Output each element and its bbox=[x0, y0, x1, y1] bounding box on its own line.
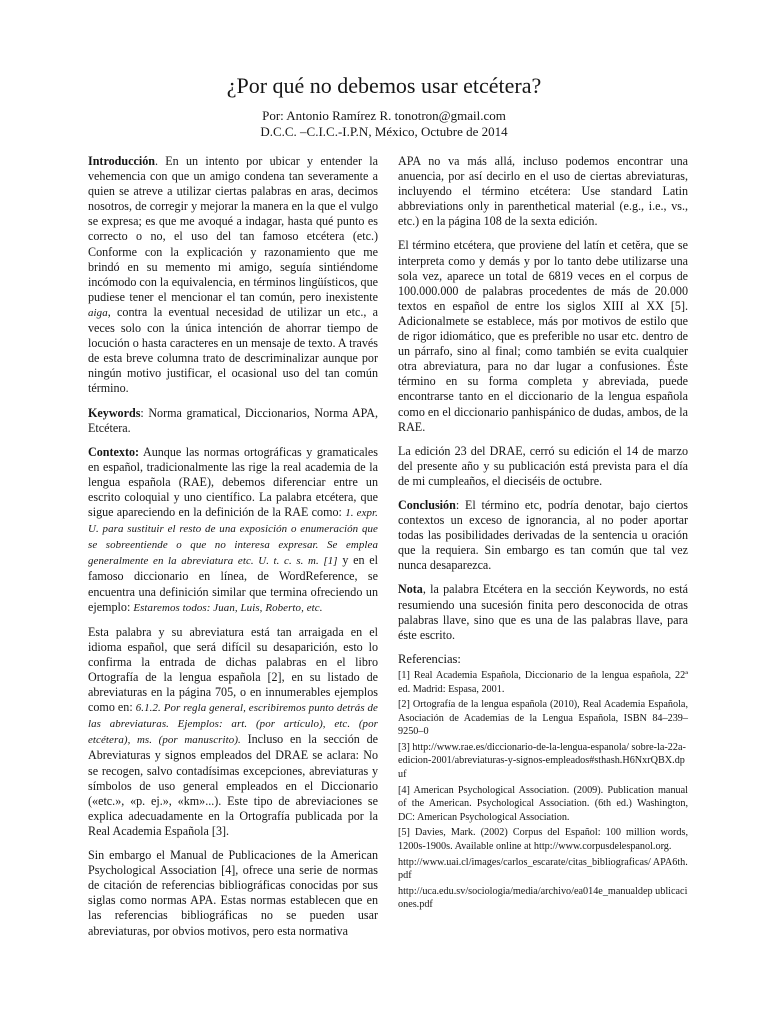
apa-continuation-paragraph: APA no va más allá, incluso podemos encontrar una anuencia, por así decirlo en el uso de ciertas abreviaturas, incluyendo el término etcétera: Use standard Latin abbreviations only in parenthetical material (e.g., i.e., vs., etc.) en la página 108 de la sexta edición. bbox=[398, 154, 688, 229]
context-text-1: Aunque las normas ortográficas y gramaticales en español, tradicionalmente las rige la real academia de la lengua española (RAE), debemos diferenciar entre un escrito coloquial y uno científico. La palabra etcétera, que sigue apareciendo en la definición de la RAE como: bbox=[88, 444, 378, 520]
drae-edition-paragraph: La edición 23 del DRAE, cerró su edición el 14 de marzo del presente año y su publicación está prevista para el día de mi cumpleaños, el dieciséis de octubre. bbox=[398, 443, 688, 488]
introduction-text-1: . En un intento por ubicar y entender la vehemencia con que un amigo condena tan severamente a quien se atreve a utilizar ciertas palabras en aras, decimos nosotros, de corregir y mejorar la manera en la que el vulgo se expresa; es que me avoqué a indagar, hasta qué punto es correcto o no, el uso del tan famoso etcétera (etc.) Conforme con la explicación y razonamiento que me brindó en su memento mi amigo, seguía sintiéndome incómodo con la equivalencia, en términos lingüísticos, que pudiese tener el mencionar el tan común, pero inexistente bbox=[88, 154, 378, 304]
apa-paragraph: Sin embargo el Manual de Publicaciones de la American Psychological Association [4], ofrece una serie de normas de citación de referencias bibliográficas conocidas por sus siglas como normas APA. Estas normas establecen que en las referencias bibliográficas no se pueden usar abreviaturas, por obvios motivos, pero esta normativa bbox=[88, 848, 378, 938]
reference-item: [1] Real Academia Española, Diccionario de la lengua española, 22ª ed. Madrid: Espasa, 2001. bbox=[398, 669, 688, 695]
abbreviation-text-2: Incluso en la sección de Abreviaturas y signos empleados del DRAE se aclara: No se recogen, salvo contadísimas excepciones, abreviaturas y símbolos de uso general empleados en el Diccionario («etc.», «p. ej.», «km»...). Este tipo de abreviaciones se explica adecuadamente en la Ortografía publicada por la Real Academia Española [3]. bbox=[88, 732, 378, 838]
reference-item: [3] http://www.rae.es/diccionario-de-la-lengua-espanola/ sobre-la-22a-edicion-2001/abreviaturas-y-signos-empleados#sthash.H6NxrQBX.dpuf bbox=[398, 741, 686, 781]
context-example: Estaremos todos: Juan, Luis, Roberto, etc. bbox=[133, 601, 323, 614]
keywords-paragraph bbox=[88, 406, 378, 436]
orthography-example: 6.1.2. Por regla general, escribiremos punto detrás de las abreviaturas. Ejemplos: art. (por artículo), etc. (por etcétera), ms. (por manuscrito). bbox=[88, 702, 378, 747]
author-line: Por: Antonio Ramírez R. tonotron@gmail.com bbox=[262, 108, 506, 123]
reference-url: http://www.uai.cl/images/carlos_escarate/citas_bibliograficas/ APA6th.pdf bbox=[398, 856, 688, 882]
conclusion-text: : El término etc, podría denotar, bajo ciertos contextos un exceso de ignorancia, al no poder aportar todas las posibilidades derivadas de la sentencia u oración que la requiera. Sin embargo es tan común que tal vez nunca desaparezca. bbox=[398, 497, 688, 573]
context-paragraph bbox=[88, 445, 378, 616]
byline bbox=[0, 108, 768, 140]
abbreviation-text-1: Esta palabra y su abreviatura está tan arraigada en el idioma español, que será difícil su desaparición, esto lo confirma la entrada de dichas palabras en el libro Ortografía de la lengua española [2], en su listado de abreviaturas en la página 705, o en innumerables ejemplos como en: bbox=[88, 624, 378, 715]
keywords-text: : Norma gramatical, Diccionarios, Norma APA, Etcétera. bbox=[88, 405, 378, 435]
reference-item: [2] Ortografía de la lengua española (2010), Real Academia Española, Asociación de Academias de la Lengua Española, ISBN 84–239–9250–0 bbox=[398, 699, 688, 738]
note-text: , la palabra Etcétera en la sección Keywords, no está resumiendo una sucesión finita pero desconocida de otras palabras llave, sino que es una de las palabras llave, para éste escrito. bbox=[398, 582, 688, 642]
etymology-paragraph: El término etcétera, que proviene del latín et cetĕra, que se interpreta como y demás y por lo tanto debe utilizarse una sola vez, aparece un total de 6819 veces en el corpus de 100.000.000 de palabras procedentes de más de 20.000 textos en español de entre los siglos XIII al XX [5]. Adicionalmete se establece, más por motivos de estilo que de rigor idiomático, que es preferible no usar etc. dentro de un párrafo, sino al final; como también se evita cualquier otra abreviatura, para no dar lugar a confusiones. Éste término en su forma completa y abreviada, puede encontrarse tanto en el diccionario de la lengua española como en el diccionario panhispánico de dudas, ambos, de la RAE. bbox=[398, 238, 688, 434]
references-heading: Referencias: bbox=[398, 651, 461, 666]
aiga-word: aiga bbox=[88, 306, 108, 319]
conclusion-label: Conclusión bbox=[398, 497, 456, 512]
affiliation-line: D.C.C. –C.I.C.-I.P.N, México, Octubre de 2014 bbox=[260, 124, 508, 139]
right-column bbox=[398, 154, 688, 914]
note-paragraph bbox=[398, 582, 688, 642]
introduction-text-2: , contra la eventual necesidad de utilizar un etc., a veces solo con la única intención de ahorrar tiempo de locución o hasta caracteres en un mensaje de texto. A través de esta breve columna trato de descriminalizar aunque por ningún motivo justificar, el ocasional uso del tan común término. bbox=[88, 304, 378, 396]
conclusion-paragraph bbox=[398, 498, 688, 573]
introduction-label: Introducción bbox=[88, 154, 155, 168]
note-label: Nota bbox=[398, 582, 423, 597]
paper-title: ¿Por qué no debemos usar etcétera? bbox=[226, 73, 542, 98]
reference-item: [5] Davies, Mark. (2002) Corpus del Español: 100 million words, 1200s-1900s. Available online at http://www.corpusdelespanol.org. bbox=[398, 827, 688, 853]
context-label: Contexto: bbox=[88, 444, 140, 459]
reference-item: [4] American Psychological Association. (2009). Publication manual of the American. Psychological Association. (6th ed.) Washington, DC: American Psychological Association. bbox=[398, 784, 688, 823]
rae-definition: 1. expr. U. para sustituir el resto de una exposición o enumeración que se sobreentiende o que no interesa expresar. Se emplea generalmente en la abreviatura etc. U. t. c. s. m. [1] bbox=[88, 507, 378, 568]
keywords-label: Keywords bbox=[88, 405, 141, 420]
reference-url: http://uca.edu.sv/sociologia/media/archivo/ea014e_manualdep ublicaciones.pdf bbox=[398, 885, 688, 911]
context-text-2: y en el famoso diccionario en línea, de WordReference, se encuentra una definición similar que termina ofreciendo un ejemplo: bbox=[88, 553, 378, 614]
left-column bbox=[88, 154, 378, 948]
abbreviation-paragraph bbox=[88, 625, 378, 839]
introduction-paragraph bbox=[88, 154, 378, 397]
